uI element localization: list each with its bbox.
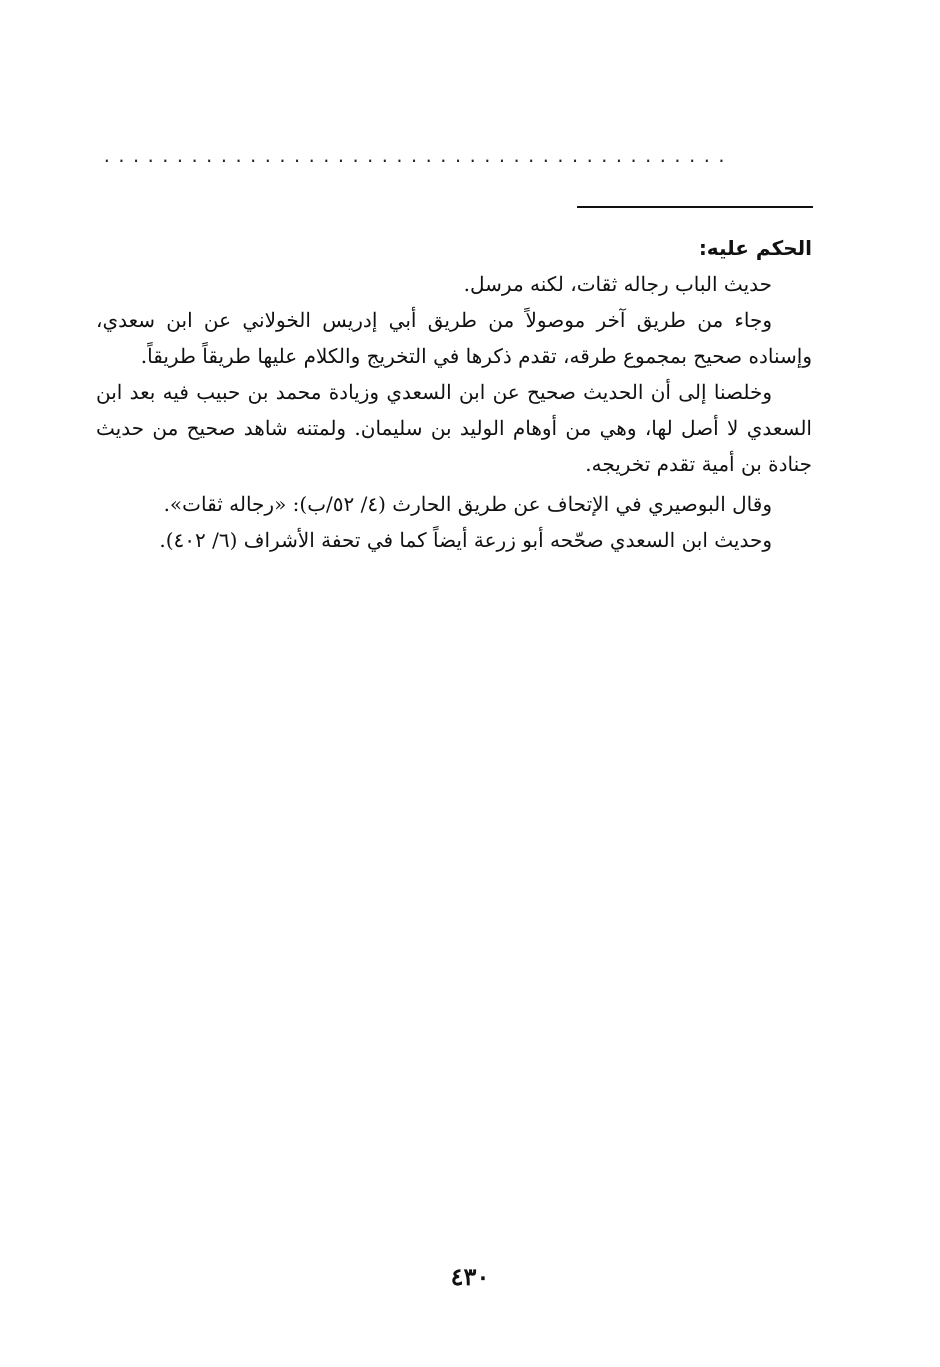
- page-number: ٤٣٠: [450, 1262, 490, 1291]
- section-heading: الحكم عليه:: [698, 236, 812, 260]
- paragraph: وحديث ابن السعدي صحّحه أبو زرعة أيضاً كما في تحفة الأشراف (٦/ ٤٠٢).: [159, 528, 772, 552]
- paragraph: وجاء من طريق آخر موصولاً من طريق أبي إدريس الخولاني عن ابن سعدي، وإسناده صحيح بمجموع طرقه، تقدم ذكرها في التخريج والكلام عليها طريقاً طريقاً.: [96, 308, 812, 368]
- section-rule: [577, 206, 813, 208]
- paragraph: وقال البوصيري في الإتحاف عن طريق الحارث (٤/ ٥٢/ب): «رجاله ثقات».: [163, 492, 772, 516]
- text-body: [96, 230, 812, 558]
- paragraph: حديث الباب رجاله ثقات، لكنه مرسل.: [463, 272, 772, 296]
- dotted-separator: ...........................................: [102, 150, 732, 164]
- paragraph: وخلصنا إلى أن الحديث صحيح عن ابن السعدي وزيادة محمد بن حبيب فيه بعد ابن السعدي لا أصل لها، وهي من أوهام الوليد بن سليمان. ولمتنه شاهد صحيح من حديث جنادة بن أمية تقدم تخريجه.: [96, 380, 812, 476]
